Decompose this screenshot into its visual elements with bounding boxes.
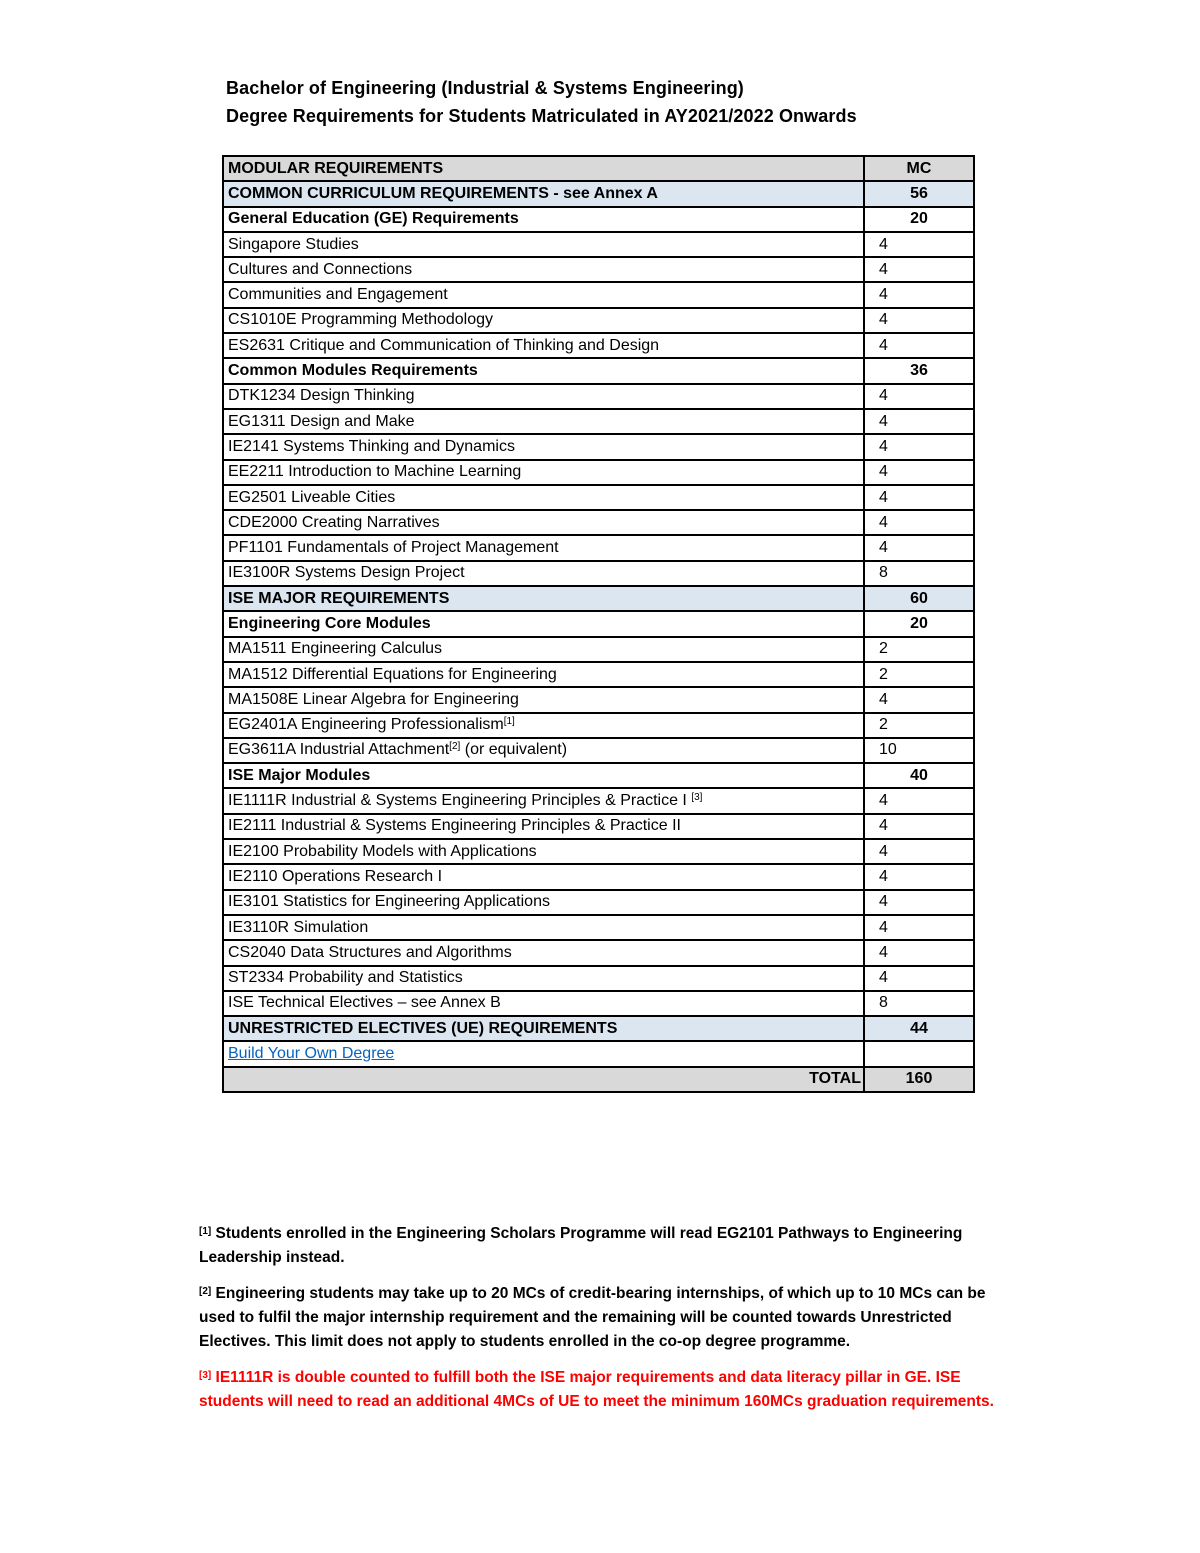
mc-value: 2 [864,637,974,662]
module-label [223,839,864,864]
module-label [223,1041,864,1066]
module-label [223,637,864,662]
module-name: EG2401A Engineering Professionalism [228,716,504,734]
table-row [223,864,974,889]
mc-value: 36 [864,358,974,383]
section-row [223,1016,974,1041]
module-name: IE3101 Statistics for Engineering Applications [228,893,550,911]
module-label [223,561,864,586]
module-name: ES2631 Critique and Communication of Thinking and Design [228,336,660,354]
footnotes [199,1222,1009,1426]
module-name: COMMON CURRICULUM REQUIREMENTS - see Annex A [228,184,658,202]
table-row [223,460,974,485]
total-mc: 160 [864,1067,974,1092]
table-row [223,308,974,333]
footnote [199,1366,1009,1414]
module-label [223,333,864,358]
table-row [223,561,974,586]
module-name: IE2100 Probability Models with Applications [228,842,537,860]
table-row [223,687,974,712]
mc-value: 4 [864,940,974,965]
subsection-row [223,207,974,232]
mc-value: 4 [864,788,974,813]
mc-value: 4 [864,915,974,940]
footnote-text: IE1111R is double counted to fulfill both the ISE major requirements and data literacy pillar in GE. ISE students will need to read an additional 4MCs of UE to meet the minimum 160MCs graduation requirements. [199,1369,994,1410]
module-name: ISE Major Modules [228,766,371,784]
module-label [223,535,864,560]
table-row [223,282,974,307]
footnote-ref: [1] [503,716,515,728]
section-row [223,181,974,206]
footnote [199,1222,1009,1270]
table-row [223,333,974,358]
mc-value: 4 [864,434,974,459]
mc-value: 8 [864,561,974,586]
mc-value: 4 [864,535,974,560]
module-name: CS2040 Data Structures and Algorithms [228,943,512,961]
module-name: General Education (GE) Requirements [228,210,519,228]
module-name: MA1512 Differential Equations for Engineering [228,665,557,683]
module-label [223,763,864,788]
title-line-2: Degree Requirements for Students Matriculated in AY2021/2022 Onwards [226,106,857,126]
module-label [223,966,864,991]
mc-value: 4 [864,308,974,333]
mc-value: 4 [864,864,974,889]
table-row [223,257,974,282]
module-name: EG2501 Liveable Cities [228,488,396,506]
subsection-row [223,358,974,383]
module-label [223,460,864,485]
module-name: MA1511 Engineering Calculus [228,640,443,658]
module-label [223,207,864,232]
module-name: IE3110R Simulation [228,918,369,936]
header-mc: MC [864,156,974,181]
module-label [223,308,864,333]
table-header-row [223,156,974,181]
mc-value: 4 [864,839,974,864]
table-row [223,384,974,409]
module-label [223,510,864,535]
mc-value: 2 [864,713,974,738]
module-label [223,586,864,611]
mc-value: 4 [864,232,974,257]
mc-value: 4 [864,485,974,510]
footnote-marker: [3] [199,1370,212,1381]
module-name: CS1010E Programming Methodology [228,311,494,329]
mc-value: 4 [864,384,974,409]
table-row [223,738,974,763]
total-row [223,1067,974,1092]
footnote-ref: [2] [449,741,461,753]
module-label [223,814,864,839]
module-name: Singapore Studies [228,235,359,253]
mc-value: 8 [864,991,974,1016]
module-name: Cultures and Connections [228,260,413,278]
header-label: MODULAR REQUIREMENTS [223,156,864,181]
table-row [223,814,974,839]
mc-value: 20 [864,207,974,232]
module-label [223,181,864,206]
mc-value: 60 [864,586,974,611]
mc-value: 56 [864,181,974,206]
module-name: PF1101 Fundamentals of Project Management [228,539,559,557]
module-label [223,611,864,636]
module-label [223,409,864,434]
table-row [223,966,974,991]
table-row [223,890,974,915]
module-name: MA1508E Linear Algebra for Engineering [228,690,519,708]
table-row [223,788,974,813]
table-row [223,485,974,510]
module-label [223,1016,864,1041]
module-name-suffix: (or equivalent) [460,741,568,759]
module-name: IE2110 Operations Research I [228,867,443,885]
mc-value: 2 [864,662,974,687]
mc-value: 20 [864,611,974,636]
mc-value: 4 [864,510,974,535]
module-label [223,384,864,409]
module-label [223,738,864,763]
module-label [223,687,864,712]
module-name: Engineering Core Modules [228,614,431,632]
table-row [223,915,974,940]
subsection-row [223,763,974,788]
module-label [223,662,864,687]
footnote-marker: [2] [199,1286,212,1297]
mc-value: 44 [864,1016,974,1041]
table-row [223,637,974,662]
module-label [223,991,864,1016]
build-your-own-degree-link[interactable]: Build Your Own Degree [228,1045,395,1063]
table-row [223,991,974,1016]
total-label: TOTAL [223,1067,864,1092]
module-name: Common Modules Requirements [228,362,478,380]
footnote-text: Students enrolled in the Engineering Scholars Programme will read EG2101 Pathways to Engineering Leadership instead. [199,1225,963,1266]
table-row [223,434,974,459]
module-name: IE1111R Industrial & Systems Engineering Principles & Practice I [228,792,692,810]
module-label [223,940,864,965]
mc-value: 4 [864,282,974,307]
requirements-table [222,155,975,1093]
module-label [223,358,864,383]
module-name: ST2334 Probability and Statistics [228,969,463,987]
mc-value: 4 [864,409,974,434]
table-row [223,1041,974,1066]
footnote-text: Engineering students may take up to 20 MCs of credit-bearing internships, of which up to 10 MCs can be used to fulfil the major internship requirement and the remaining will be counted towards Unrestricted Electives. This limit does not apply to students enrolled in the co-op degree programme. [199,1285,986,1350]
module-name: EE2211 Introduction to Machine Learning [228,463,522,481]
module-name: IE2141 Systems Thinking and Dynamics [228,437,515,455]
module-name: IE3100R Systems Design Project [228,564,465,582]
mc-value: 4 [864,890,974,915]
mc-value [864,1041,974,1066]
module-name: ISE Technical Electives – see Annex B [228,994,501,1012]
table-row [223,662,974,687]
table-row [223,409,974,434]
mc-value: 4 [864,333,974,358]
subsection-row [223,611,974,636]
module-name: EG1311 Design and Make [228,412,415,430]
module-name: Communities and Engagement [228,286,448,304]
table-row [223,535,974,560]
module-label [223,485,864,510]
module-name: EG3611A Industrial Attachment [228,741,450,759]
footnote-ref: [3] [691,792,703,804]
document-title [226,74,857,130]
module-name: CDE2000 Creating Narratives [228,513,440,531]
module-name: ISE MAJOR REQUIREMENTS [228,589,450,607]
table-row [223,839,974,864]
module-label [223,434,864,459]
module-label [223,282,864,307]
module-label [223,257,864,282]
section-row [223,586,974,611]
module-name: IE2111 Industrial & Systems Engineering Principles & Practice II [228,817,681,835]
module-label [223,864,864,889]
footnote [199,1282,1009,1354]
mc-value: 4 [864,257,974,282]
mc-value: 4 [864,460,974,485]
title-line-1: Bachelor of Engineering (Industrial & Systems Engineering) [226,78,744,98]
mc-value: 10 [864,738,974,763]
module-label [223,713,864,738]
table-row [223,232,974,257]
module-label [223,788,864,813]
table-row [223,510,974,535]
mc-value: 4 [864,687,974,712]
module-label [223,232,864,257]
module-label [223,915,864,940]
module-name: DTK1234 Design Thinking [228,387,415,405]
module-label [223,890,864,915]
footnote-marker: [1] [199,1226,212,1237]
module-name: UNRESTRICTED ELECTIVES (UE) REQUIREMENTS [228,1019,618,1037]
mc-value: 40 [864,763,974,788]
table-row [223,940,974,965]
table-row [223,713,974,738]
mc-value: 4 [864,814,974,839]
mc-value: 4 [864,966,974,991]
